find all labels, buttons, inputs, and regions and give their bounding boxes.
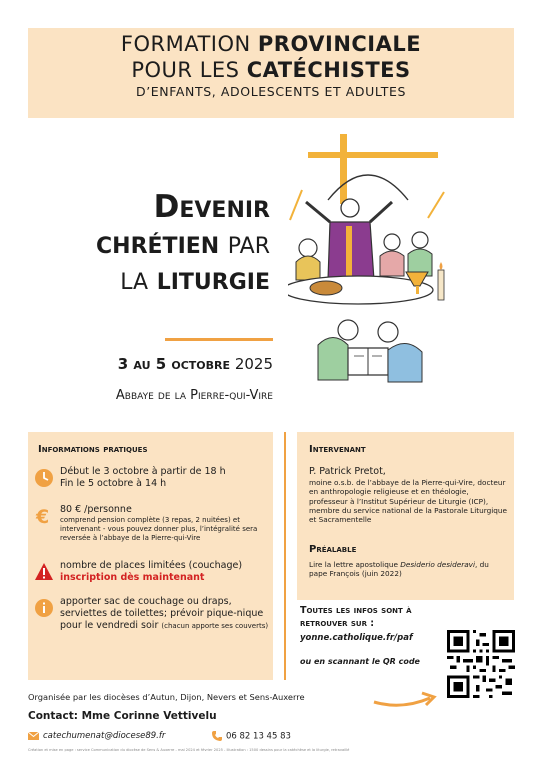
- credits-text: Création et mise en page : service Communication du diocèse de Sens & Auxerre - mai 2024 et février 2025 - Illustration : 1500 dessins pour la catéchèse et la liturgie, retravaillé: [28, 748, 350, 752]
- title-word-la: la: [120, 261, 149, 297]
- arrow-right-icon: [372, 690, 438, 710]
- qr-code[interactable]: [447, 630, 515, 698]
- prerequisite-text: [309, 560, 509, 579]
- bring-text: [60, 596, 270, 632]
- schedule-row: [34, 466, 270, 496]
- title-line1: [30, 190, 270, 226]
- speaker-panel: [297, 432, 514, 600]
- banner-title-line2: [28, 58, 514, 82]
- more-info-qr-text: ou en scannant le QR code: [300, 657, 420, 666]
- phone-icon: [212, 731, 222, 741]
- practical-info-panel: [28, 432, 273, 680]
- prerequisite-heading: Préalable: [309, 544, 357, 555]
- practical-heading: Informations pratiques: [38, 444, 148, 455]
- contact-phone[interactable]: 06 82 13 45 83: [226, 731, 291, 742]
- schedule-start: Début le 3 octobre à partir de 18 h: [60, 466, 226, 477]
- event-dates: [60, 355, 273, 373]
- banner-line2-pre: POUR LES: [131, 58, 240, 82]
- header-banner: [28, 28, 514, 118]
- title-line3: [30, 262, 270, 298]
- event-venue: Abbaye de la Pierre-qui-Vire: [115, 388, 273, 403]
- contact-name: Contact: Mme Corinne Vettivelu: [28, 710, 217, 722]
- bring-row: [34, 596, 270, 666]
- orange-rule: [165, 338, 273, 341]
- warning-icon: [34, 562, 54, 582]
- banner-line1-pre: FORMATION: [120, 32, 251, 56]
- vertical-divider: [284, 432, 286, 680]
- price-text: [60, 504, 270, 543]
- bring-note: (chacun apporte ses couverts): [161, 622, 269, 630]
- title-word-devenir: Devenir: [153, 189, 270, 225]
- schedule-end: Fin le 5 octobre à 14 h: [60, 478, 167, 489]
- banner-subtitle: D’ENFANTS, ADOLESCENTS ET ADULTES: [136, 84, 406, 99]
- banner-line2-bold: CATÉCHISTES: [246, 58, 411, 82]
- info-icon: [34, 598, 54, 618]
- places-limited: nombre de places limitées (couchage): [60, 560, 243, 571]
- title-line2: [30, 226, 270, 262]
- register-now: inscription dès maintenant: [60, 572, 205, 583]
- banner-line1-bold: PROVINCIALE: [257, 32, 422, 56]
- title-word-par: par: [227, 225, 270, 261]
- euro-icon: [34, 506, 54, 526]
- places-row: [34, 560, 270, 590]
- speaker-name: P. Patrick Pretot,: [309, 466, 386, 477]
- price-amount: 80 € /personne: [60, 504, 132, 515]
- prerequisite-text-pre: Lire la lettre apostolique: [309, 560, 401, 569]
- more-info-heading: Toutes les infos sont à retrouver sur :: [300, 605, 412, 629]
- bring-main: apporter sac de couchage ou draps, serviettes de toilettes; prévoir pique-nique pour le vendredi soir: [60, 596, 264, 631]
- contact-email-row: [28, 731, 165, 741]
- more-info-link[interactable]: yonne.catholique.fr/paf: [300, 633, 413, 643]
- prerequisite-text-post: , du pape François (juin 2022): [309, 560, 489, 579]
- prerequisite-document: Desiderio desideravi: [400, 560, 476, 569]
- speaker-description: moine o.s.b. de l’abbaye de la Pierre-qui-Vire, docteur en anthropologie religieuse et en théologie, professeur à l’Institut Supérieur de Liturgie (ICP), membre du service national de la Pastorale Liturgique et Sacramentelle: [309, 478, 508, 525]
- organisers-text: Organisée par les diocèses d’Autun, Dijon, Nevers et Sens-Auxerre: [28, 692, 305, 702]
- places-text: [60, 560, 270, 584]
- svg-text:€: €: [36, 506, 50, 526]
- dates-range: 3 au 5 octobre: [117, 355, 231, 373]
- schedule-text: [60, 466, 270, 490]
- envelope-icon: [28, 732, 39, 740]
- event-title: [30, 190, 270, 298]
- price-row: [34, 504, 270, 556]
- clock-icon: [34, 468, 54, 488]
- liturgy-illustration: [288, 130, 448, 400]
- contact-email[interactable]: catechumenat@diocese89.fr: [43, 731, 166, 741]
- price-detail: comprend pension complète (3 repas, 2 nuitées) et intervenant - vous pouvez donner plus, l’intégralité sera reversée à l’abbaye de la Pierre-qui-Vire: [60, 516, 258, 542]
- speaker-heading: Intervenant: [309, 444, 366, 455]
- banner-title-line1: [28, 32, 514, 56]
- title-word-liturgie: liturgie: [156, 261, 270, 297]
- contact-phone-row: [212, 731, 291, 742]
- dates-year: 2025: [234, 355, 273, 373]
- title-word-chretien: chrétien: [96, 225, 220, 261]
